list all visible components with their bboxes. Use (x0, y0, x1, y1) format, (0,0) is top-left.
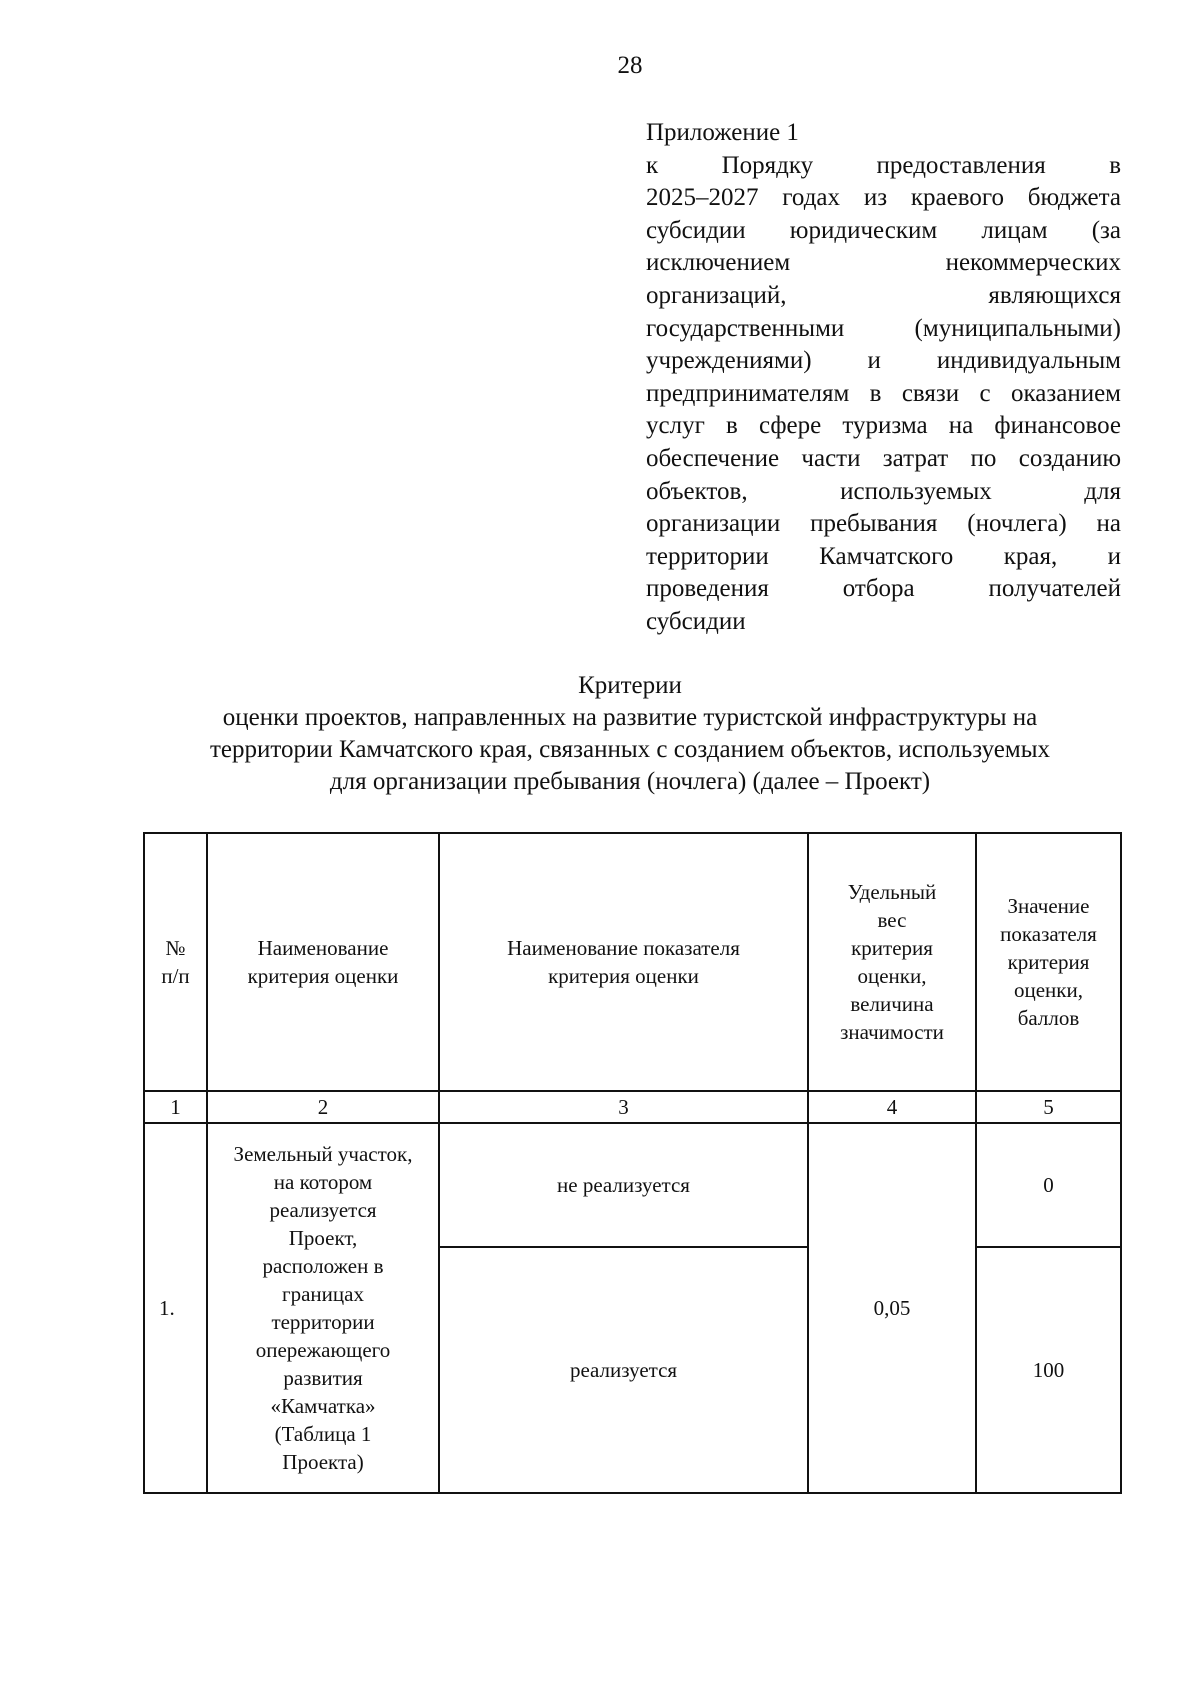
appendix-line: государственными (муниципальными) (646, 314, 1121, 342)
appendix-line: территории Камчатского края, и (646, 542, 1121, 570)
appendix-block (646, 117, 1121, 639)
criterion-weight: 0,05 (808, 1123, 976, 1493)
heading-subtitle-line: оценки проектов, направленных на развитие туристской инфраструктуры на (222, 704, 1038, 731)
indicator-label: не реализуется (439, 1123, 808, 1247)
column-number: 3 (439, 1091, 808, 1123)
appendix-line: 2025–2027 годах из краевого бюджета (646, 184, 1121, 212)
column-number: 1 (144, 1091, 207, 1123)
appendix-title: Приложение 1 (646, 119, 799, 146)
appendix-line: объектов, используемых для (646, 477, 1121, 505)
heading-subtitle-line: для организации пребывания (ночлега) (далее – Проект) (329, 768, 931, 795)
table-column-numbers-row (144, 1091, 1121, 1123)
appendix-line: проведения отбора получателей (646, 575, 1121, 603)
indicator-label: реализуется (439, 1247, 808, 1493)
header-number: № п/п (144, 833, 207, 1091)
header-weight: Удельный вес критерия оценки, величина значимости (808, 833, 976, 1091)
appendix-line: субсидии юридическим лицам (за (646, 216, 1121, 244)
heading-title: Критерии (578, 672, 682, 699)
appendix-line: предпринимателям в связи с оказанием (646, 379, 1121, 407)
table-header-row (144, 833, 1121, 1091)
appendix-line: исключением некоммерческих (646, 249, 1121, 277)
appendix-line: учреждениями) и индивидуальным (646, 347, 1121, 375)
appendix-line: организаций, являющихся (646, 281, 1121, 309)
page-number: 28 (617, 52, 643, 79)
column-number: 5 (976, 1091, 1121, 1123)
header-indicator: Наименование показателя критерия оценки (439, 833, 808, 1091)
appendix-line: услуг в сфере туризма на финансовое (646, 412, 1121, 440)
table-row (144, 1123, 1121, 1247)
indicator-score: 100 (976, 1247, 1121, 1493)
criteria-table (143, 832, 1122, 1494)
appendix-line: организации пребывания (ночлега) на (646, 510, 1121, 538)
indicator-score: 0 (976, 1123, 1121, 1247)
appendix-line: субсидии (646, 607, 746, 635)
criterion-name: Земельный участок, на котором реализуется Проект, расположен в границах территории опережающего развития «Камчатка» (Таблица 1 Проекта) (207, 1123, 439, 1493)
appendix-line: обеспечение части затрат по созданию (646, 444, 1121, 472)
header-score: Значение показателя критерия оценки, баллов (976, 833, 1121, 1091)
column-number: 2 (207, 1091, 439, 1123)
heading-subtitle-line: территории Камчатского края, связанных с созданием объектов, используемых (209, 736, 1051, 763)
header-criterion: Наименование критерия оценки (207, 833, 439, 1091)
row-number: 1. (144, 1123, 207, 1493)
column-number: 4 (808, 1091, 976, 1123)
appendix-line: к Порядку предоставления в (646, 151, 1121, 179)
